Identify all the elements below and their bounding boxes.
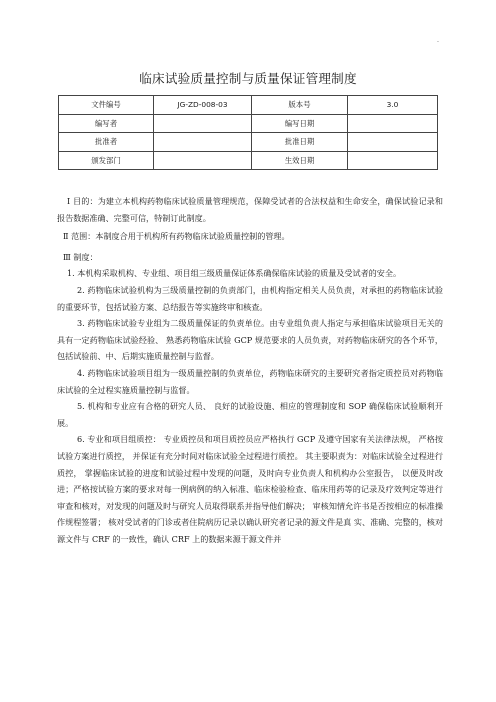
table-row xyxy=(59,133,438,152)
document-info-table xyxy=(58,95,438,170)
table-cell: JG-ZD-008-03 xyxy=(154,96,252,115)
table-cell xyxy=(348,133,438,152)
document-title: 临床试验质量控制与质量保证管理制度 xyxy=(139,71,357,86)
clause-paragraph: 5. 机构和专业应有合格的研究人员、 良好的试验设施、相应的管理制度和 SOP 确保临床试验顺利开展。 xyxy=(57,401,443,428)
purpose-paragraph: Ⅰ 目的：为建立本机构药物临床试验质量管理规范，保障受试者的合法权益和生命安全，确保试验记录和报告数据准确、完整可信，特制订此制度。 xyxy=(57,196,443,223)
table-cell: 编写日期 xyxy=(252,114,348,133)
table-cell: 3.0 xyxy=(348,96,438,115)
header-mark: - xyxy=(436,38,439,45)
scope-paragraph: Ⅱ 范围：本制度合用于机构所有药物临床试验质量控制的管理。 xyxy=(63,231,290,242)
clause-paragraph: 1. 本机构采取机构、专业组、项目组三级质量保证体系确保临床试验的质量及受试者的安全。 xyxy=(67,268,402,279)
clause-paragraph: 3. 药物临床试验专业组为二级质量保证的负责单位。由专业组负责人指定与承担临床试验项目无关的具有一定药物临床试验经验、 熟悉药物临床试验 GCP 规范要求的人员负责，对药物临床研究的各个环节，包括试验前、中、后期实施质量控制与监督。 xyxy=(57,318,443,362)
table-cell: 编写者 xyxy=(59,114,154,133)
table-cell xyxy=(348,114,438,133)
clause-paragraph: 2. 药物临床试验机构为三级质量控制的负责部门，由机构指定相关人员负责，对承担的药物临床试验的重要环节，包括试验方案、总结报告等实施终审和核查。 xyxy=(57,284,443,312)
table-cell xyxy=(154,151,252,170)
clause-paragraph: 6. 专业和项目组质控： 专业质控员和项目质控员应严格执行 GCP 及遵守国家有关法律法规， 严格按试验方案进行质控， 并保证有充分时间对临床试验全过程进行质控。 其主要职责为：对临床试验全过程进行质控， 掌握临床试验的进度和试验过程中发现的问题，及时向专业负责人和机构办公室报告， 以便及时改进；严格按试验方案的要求对每一例病例的纳入标准、临床检验检查、临床用药等的记录及疗效判定等进行审查和核对，对发现的问题及时与研究人员取得联系并指导他们解决； 审核知情允许书是否按相应的标准操作规程签署； 核对受试者的门诊或者住院病历记录以确认研究者记录的源文件是真 实、准确、完整的，核对源文件与 CRF 的一致性，确认 CRF 上的数据来源于源文件并 xyxy=(57,434,443,544)
table-row xyxy=(59,151,438,170)
table-cell: 版本号 xyxy=(252,96,348,115)
table-cell: 批准者 xyxy=(59,133,154,152)
table-cell xyxy=(348,151,438,170)
document-body xyxy=(57,193,443,547)
table-cell: 颁发部门 xyxy=(59,151,154,170)
table-cell: 批准日期 xyxy=(252,133,348,152)
table-cell xyxy=(154,114,252,133)
table-row xyxy=(59,96,438,115)
table-cell: 文件编号 xyxy=(59,96,154,115)
table-row xyxy=(59,114,438,133)
table-cell xyxy=(154,133,252,152)
clause-paragraph: 4. 药物临床试验项目组为一级质量控制的负责单位，药物临床研究的主要研究者指定质控员对药物临床试验的全过程实施质量控制与监督。 xyxy=(57,367,443,395)
system-heading: Ⅲ 制度： xyxy=(63,251,98,262)
table-cell: 生效日期 xyxy=(252,151,348,170)
